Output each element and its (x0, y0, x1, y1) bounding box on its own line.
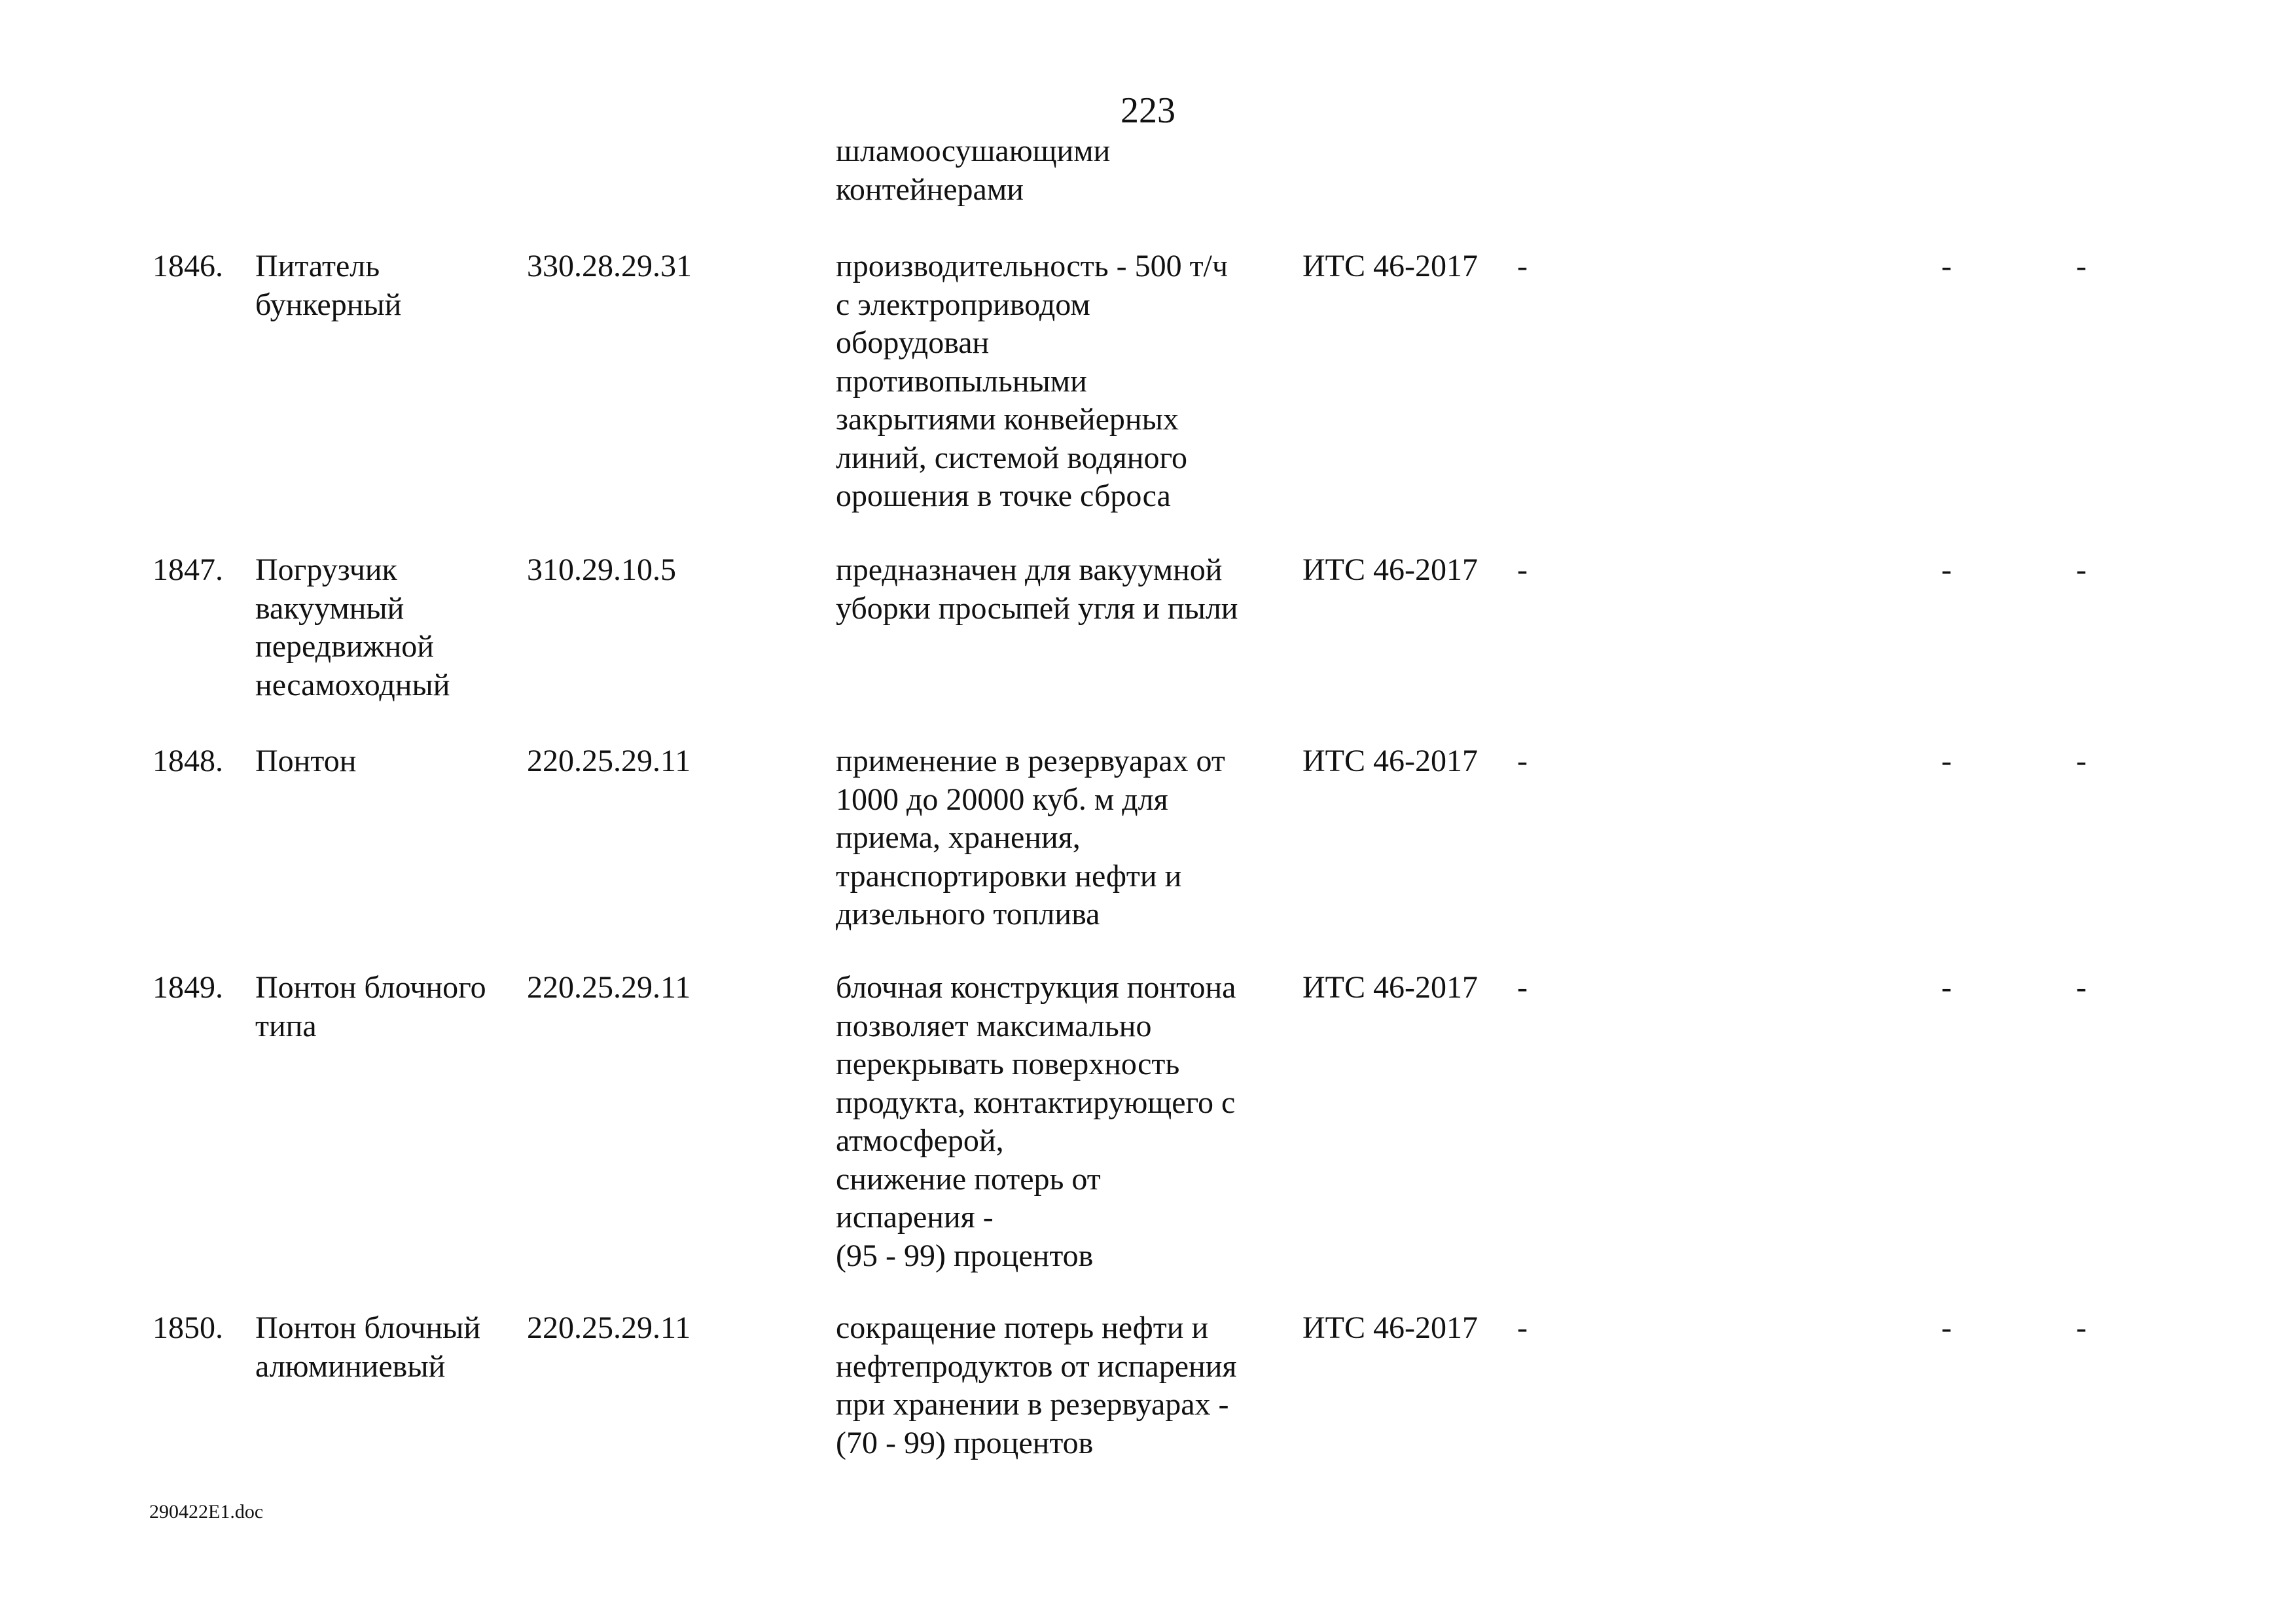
description-line: контейнерами (836, 171, 1024, 207)
description-line: противопыльными (836, 363, 1087, 399)
item-name (255, 969, 517, 1045)
continued-description (836, 132, 1281, 209)
description-line: линий, системой водяного (836, 440, 1187, 475)
description-line: производительность - 500 т/ч (836, 249, 1229, 283)
description-line: снижение потерь от (836, 1161, 1101, 1197)
item-name (255, 247, 517, 324)
item-description (836, 969, 1281, 1275)
item-code: 330.28.29.31 (527, 249, 692, 283)
description-line: шламоосушающими (836, 134, 1111, 168)
description-line: дизельного топлива (836, 897, 1100, 931)
column-a-value: - (1517, 249, 1528, 283)
column-b-value: - (1941, 552, 1952, 587)
reference-document: ИТС 46-2017 (1302, 744, 1478, 778)
description-line: 1000 до 20000 куб. м для (836, 782, 1168, 817)
reference-document: ИТС 46-2017 (1302, 970, 1478, 1005)
column-c-value: - (2076, 970, 2087, 1005)
description-line: блочная конструкция понтона (836, 970, 1236, 1005)
description-line: продукта, контактирующего с (836, 1085, 1236, 1120)
column-b-value: - (1941, 970, 1952, 1005)
item-code: 220.25.29.11 (527, 744, 691, 778)
item-name-line: Питатель (255, 249, 380, 283)
item-name-line: передвижной (255, 629, 434, 664)
description-line: при хранении в резервуарах - (836, 1387, 1229, 1422)
item-name-line: Понтон блочного (255, 970, 486, 1005)
item-name-line: бункерный (255, 287, 402, 322)
item-code: 220.25.29.11 (527, 1310, 691, 1345)
column-b-value: - (1941, 1310, 1952, 1345)
item-code: 310.29.10.5 (527, 552, 676, 587)
page-number: 223 (1121, 90, 1175, 131)
item-name-line: алюминиевый (255, 1348, 446, 1384)
column-b-value: - (1941, 744, 1952, 778)
description-line: (70 - 99) процентов (836, 1425, 1094, 1460)
column-c-value: - (2076, 1310, 2087, 1345)
column-a-value: - (1517, 744, 1528, 778)
description-line: нефтепродуктов от испарения (836, 1348, 1237, 1384)
item-name (255, 1309, 517, 1386)
description-line: сокращение потерь нефти и (836, 1310, 1209, 1345)
description-line: закрытиями конвейерных (836, 402, 1179, 437)
description-line: с электроприводом (836, 287, 1090, 322)
item-code: 220.25.29.11 (527, 970, 691, 1005)
row-number: 1846. (152, 249, 223, 283)
description-line: атмосферой, (836, 1123, 1004, 1158)
item-description (836, 1309, 1281, 1462)
column-a-value: - (1517, 552, 1528, 587)
item-name (255, 742, 517, 781)
description-line: позволяет максимально (836, 1008, 1152, 1043)
reference-document: ИТС 46-2017 (1302, 552, 1478, 587)
description-line: перекрывать поверхность (836, 1047, 1180, 1081)
item-name-line: несамоходный (255, 667, 450, 702)
item-description (836, 247, 1281, 516)
column-a-value: - (1517, 1310, 1528, 1345)
description-line: уборки просыпей угля и пыли (836, 590, 1238, 626)
description-line: транспортировки нефти и (836, 858, 1182, 893)
column-c-value: - (2076, 249, 2087, 283)
reference-document: ИТС 46-2017 (1302, 1310, 1478, 1345)
item-description (836, 551, 1281, 628)
row-number: 1850. (152, 1310, 223, 1345)
row-number: 1847. (152, 552, 223, 587)
file-name-footer: 290422E1.doc (149, 1501, 264, 1523)
description-line: испарения - (836, 1200, 994, 1235)
item-name-line: типа (255, 1008, 317, 1043)
item-name (255, 551, 517, 704)
item-description (836, 742, 1281, 934)
description-line: предназначен для вакуумной (836, 552, 1223, 587)
row-number: 1849. (152, 970, 223, 1005)
reference-document: ИТС 46-2017 (1302, 249, 1478, 283)
item-name-line: Погрузчик (255, 552, 397, 587)
item-name-line: Понтон блочный (255, 1310, 481, 1345)
row-number: 1848. (152, 744, 223, 778)
item-name-line: Понтон (255, 744, 357, 778)
item-name-line: вакуумный (255, 590, 404, 626)
description-line: применение в резервуарах от (836, 744, 1225, 778)
description-line: орошения в точке сброса (836, 478, 1171, 513)
description-line: (95 - 99) процентов (836, 1238, 1094, 1273)
column-b-value: - (1941, 249, 1952, 283)
description-line: оборудован (836, 325, 990, 360)
column-c-value: - (2076, 744, 2087, 778)
description-line: приема, хранения, (836, 820, 1081, 855)
column-a-value: - (1517, 970, 1528, 1005)
column-c-value: - (2076, 552, 2087, 587)
